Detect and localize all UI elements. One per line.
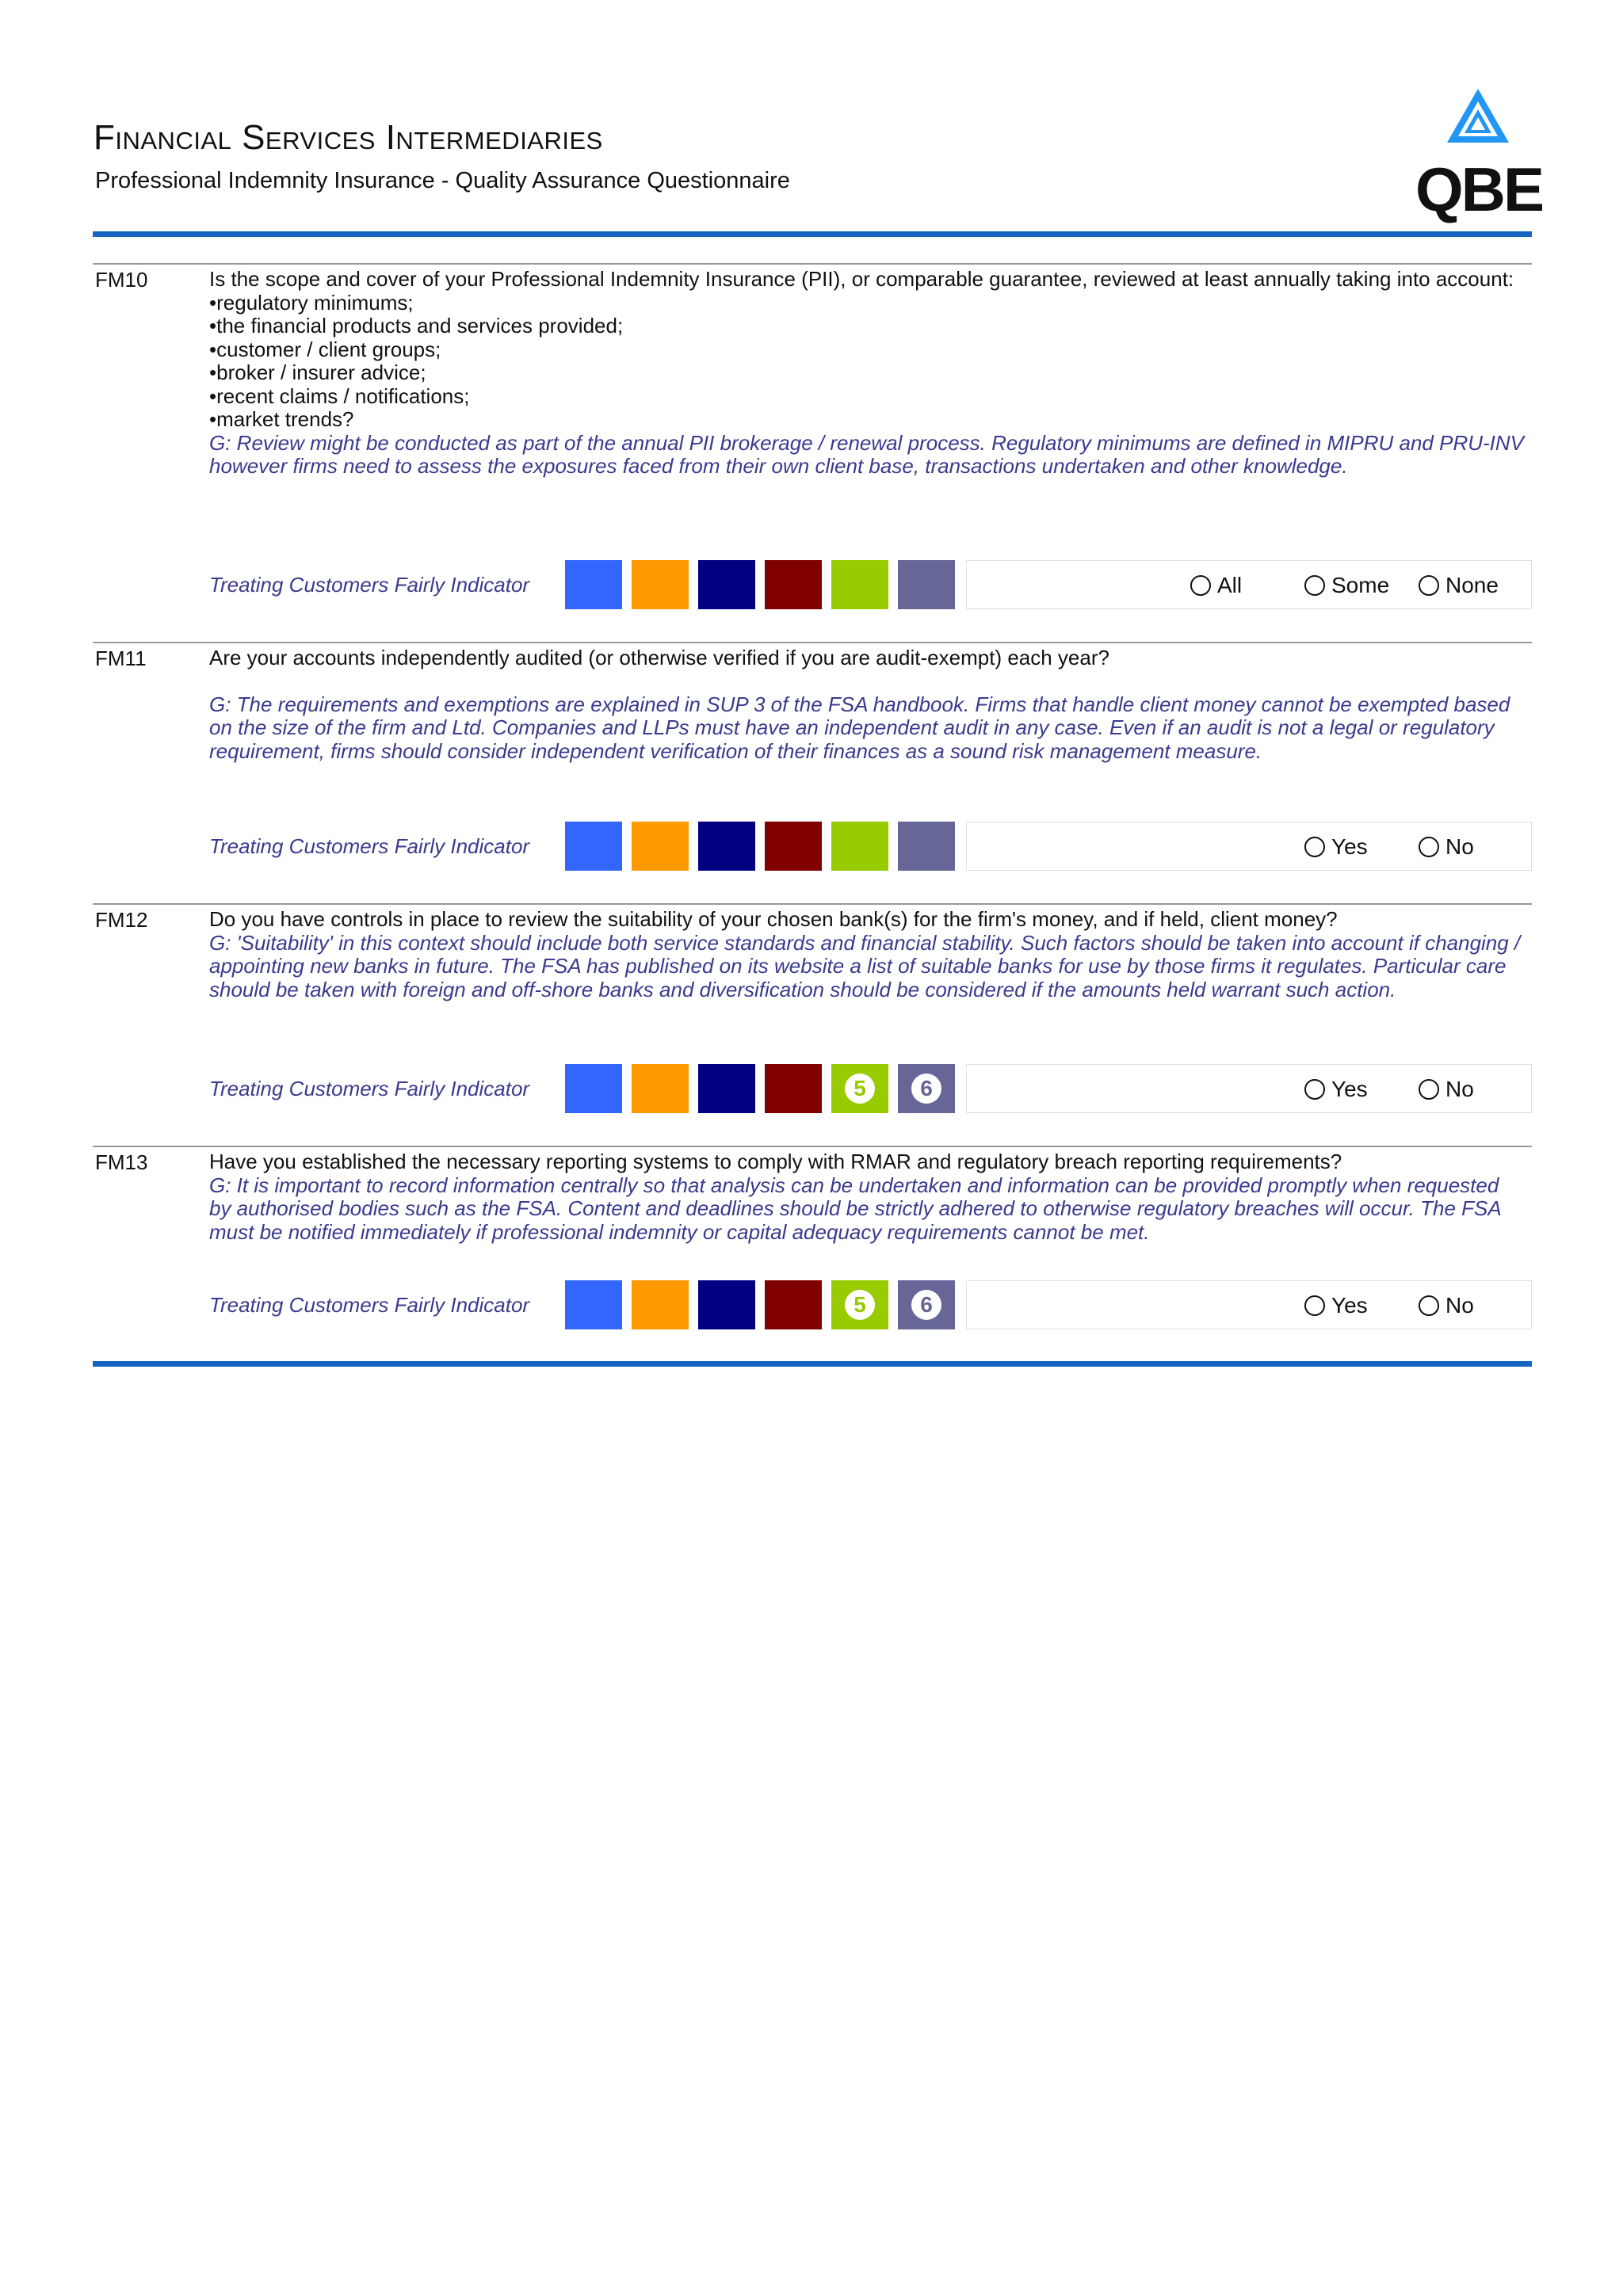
- tcf-label: Treating Customers Fairly Indicator: [209, 573, 530, 597]
- tcf-swatch-4: [765, 822, 822, 871]
- bullet-item: • broker / insurer advice;: [209, 361, 1525, 385]
- tcf-number-badge: 6: [911, 1074, 941, 1104]
- radio-option-no[interactable]: [1419, 1293, 1474, 1318]
- tcf-swatch-2: [632, 1064, 689, 1113]
- bullet-item: • recent claims / notifications;: [209, 385, 1525, 409]
- tcf-swatch-3: [698, 560, 755, 609]
- radio-circle-icon[interactable]: [1304, 837, 1325, 857]
- tcf-label: Treating Customers Fairly Indicator: [209, 834, 530, 858]
- tcf-swatch-6: [898, 1064, 955, 1113]
- question-guidance: G: It is important to record information centrally so that analysis can be undertaken and information can be provided promptly when requested by authorised bodies such as the FSA. Content and deadlines should be strictly adhered to otherwise regulatory breaches will occur. The FSA must be notified immediately if professional indemnity or capital adequacy requirements cannot be met.: [209, 1173, 1501, 1244]
- option-label: No: [1445, 1293, 1474, 1318]
- question-id: FM10: [95, 268, 148, 292]
- footer-divider: [93, 1361, 1532, 1367]
- tcf-swatch-2: [632, 560, 689, 609]
- qbe-triangle-logo-icon: [1442, 86, 1514, 149]
- question-bullets: [209, 292, 1525, 432]
- tcf-indicator-row: [93, 822, 1532, 871]
- radio-option-all[interactable]: [1190, 573, 1242, 598]
- tcf-swatch-6: [898, 560, 955, 609]
- tcf-swatch-2: [632, 822, 689, 871]
- bullet-item: • regulatory minimums;: [209, 292, 1525, 315]
- tcf-swatch-1: [565, 560, 622, 609]
- question-fm11: [93, 642, 1532, 905]
- tcf-swatch-3: [698, 1064, 755, 1113]
- radio-circle-icon[interactable]: [1304, 575, 1325, 596]
- radio-option-some[interactable]: [1304, 573, 1389, 598]
- question-body: [209, 1150, 1525, 1244]
- radio-option-yes[interactable]: [1304, 1293, 1368, 1318]
- tcf-swatch-4: [765, 560, 822, 609]
- tcf-swatch-5: [831, 560, 888, 609]
- tcf-swatch-1: [565, 1280, 622, 1329]
- page-header: [0, 0, 1623, 238]
- tcf-indicator-row: [93, 1280, 1532, 1329]
- question-id: FM13: [95, 1150, 148, 1174]
- tcf-label: Treating Customers Fairly Indicator: [209, 1077, 530, 1100]
- option-label: Yes: [1331, 1077, 1368, 1101]
- tcf-number-badge: 5: [845, 1074, 875, 1104]
- option-label: Some: [1331, 573, 1390, 597]
- tcf-swatch-3: [698, 822, 755, 871]
- tcf-swatch-3: [698, 1280, 755, 1329]
- question-text: Are your accounts independently audited (or otherwise verified if you are audit-exempt) each year?: [209, 646, 1109, 669]
- radio-circle-icon[interactable]: [1419, 837, 1439, 857]
- question-fm12: [93, 903, 1532, 1147]
- radio-option-no[interactable]: [1419, 1077, 1474, 1102]
- question-text: Is the scope and cover of your Professional Indemnity Insurance (PII), or comparable guarantee, reviewed at least annually taking into account:: [209, 267, 1514, 291]
- option-label: All: [1217, 573, 1243, 597]
- question-guidance: G: Review might be conducted as part of the annual PII brokerage / renewal process. Regulatory minimums are defined in MIPRU and PRU-INV however firms need to assess the exposures faced from their own client base, transactions undertaken and other knowledge.: [209, 430, 1525, 478]
- question-guidance: G: The requirements and exemptions are explained in SUP 3 of the FSA handbook. Firms that handle client money cannot be exempted based on the size of the firm and Ltd. Companies and LLPs must have an independent audit in any case. Even if an audit is not a legal or regulatory requirement, firms should consider independent verification of their finances as a sound risk management measure.: [209, 692, 1510, 763]
- tcf-swatch-4: [765, 1280, 822, 1329]
- option-label: No: [1445, 834, 1474, 859]
- tcf-number-badge: 6: [911, 1290, 941, 1320]
- question-id: FM11: [95, 646, 147, 670]
- question-body: [209, 268, 1525, 479]
- radio-option-yes[interactable]: [1304, 834, 1368, 860]
- tcf-swatch-5: [831, 1064, 888, 1113]
- radio-circle-icon[interactable]: [1190, 575, 1211, 596]
- radio-circle-icon[interactable]: [1419, 1295, 1439, 1316]
- radio-option-yes[interactable]: [1304, 1077, 1368, 1102]
- bullet-item: • the financial products and services provided;: [209, 315, 1525, 338]
- bullet-item: • customer / client groups;: [209, 338, 1525, 362]
- option-label: No: [1445, 1077, 1474, 1101]
- question-fm10: [93, 263, 1532, 643]
- tcf-swatch-5: [831, 822, 888, 871]
- header-divider: [93, 231, 1532, 237]
- tcf-swatch-4: [765, 1064, 822, 1113]
- tcf-indicator-row: [93, 1064, 1532, 1113]
- tcf-swatch-6: [898, 822, 955, 871]
- answer-box: [966, 822, 1532, 871]
- page-subtitle: Professional Indemnity Insurance - Quality Assurance Questionnaire: [95, 168, 790, 193]
- radio-circle-icon[interactable]: [1419, 1079, 1439, 1100]
- question-id: FM12: [95, 908, 148, 932]
- radio-circle-icon[interactable]: [1304, 1079, 1325, 1100]
- question-guidance: G: 'Suitability' in this context should include both service standards and financial stability. Such factors should be taken into account if changing / appointing new banks in future. The FSA has published on its website a list of suitable banks for use by those firms it regulates. Particular care should be taken with foreign and off-shore banks and diversification should be considered if the amounts held warrant such action.: [209, 930, 1521, 1001]
- question-text: Have you established the necessary reporting systems to comply with RMAR and regulatory breach reporting requirements?: [209, 1150, 1342, 1173]
- tcf-number-badge: 5: [845, 1290, 875, 1320]
- tcf-swatch-1: [565, 1064, 622, 1113]
- logo-text: QBE: [1415, 154, 1543, 224]
- tcf-label: Treating Customers Fairly Indicator: [209, 1293, 530, 1317]
- answer-box: [966, 560, 1532, 609]
- question-body: [209, 646, 1525, 763]
- radio-circle-icon[interactable]: [1419, 575, 1439, 596]
- radio-circle-icon[interactable]: [1304, 1295, 1325, 1316]
- option-label: None: [1445, 573, 1499, 597]
- question-text: Do you have controls in place to review the suitability of your chosen bank(s) for the firm's money, and if held, client money?: [209, 907, 1338, 931]
- qbe-logo: [1403, 86, 1543, 224]
- answer-box: [966, 1064, 1532, 1113]
- radio-option-none[interactable]: [1419, 573, 1499, 598]
- radio-option-no[interactable]: [1419, 834, 1474, 860]
- tcf-swatch-6: [898, 1280, 955, 1329]
- page-title: Financial Services Intermediaries: [94, 118, 603, 157]
- option-label: Yes: [1331, 1293, 1368, 1318]
- option-label: Yes: [1331, 834, 1368, 859]
- bullet-item: • market trends?: [209, 408, 1525, 432]
- question-body: [209, 908, 1525, 1001]
- answer-box: [966, 1280, 1532, 1329]
- tcf-swatch-1: [565, 822, 622, 871]
- tcf-swatch-5: [831, 1280, 888, 1329]
- tcf-swatch-2: [632, 1280, 689, 1329]
- question-fm13: [93, 1146, 1532, 1353]
- tcf-indicator-row: [93, 560, 1532, 609]
